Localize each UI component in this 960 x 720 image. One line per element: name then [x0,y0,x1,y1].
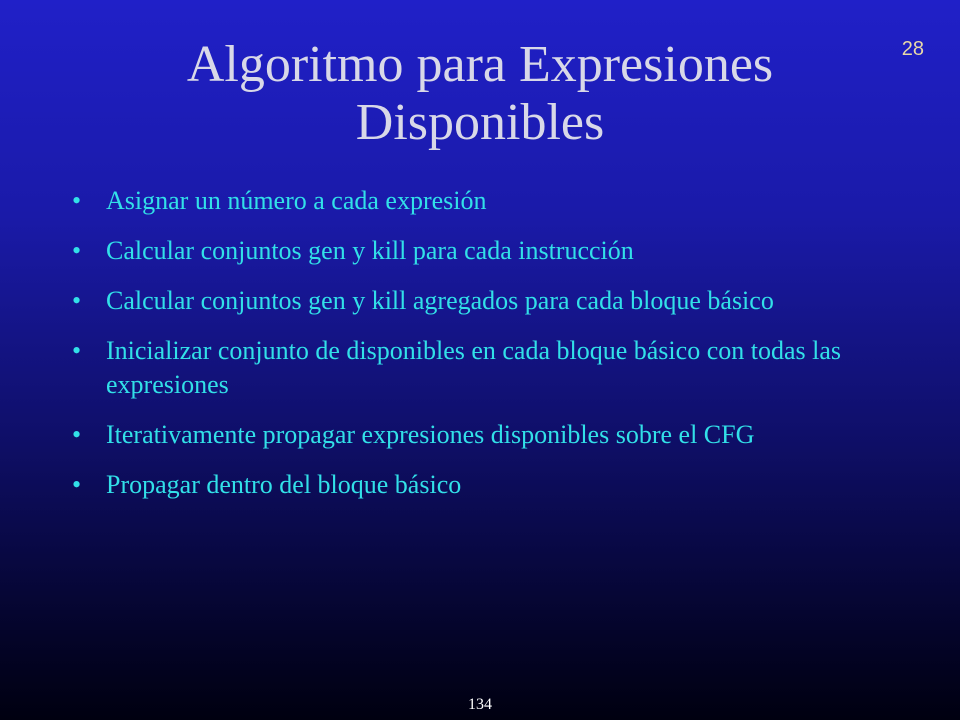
slide-title-line-1: Algoritmo para Expresiones [186,36,774,93]
bullet-text: Calcular conjuntos gen y kill para cada instrucción [106,236,634,265]
footer-page-number: 134 [468,696,492,713]
bullet-text: Asignar un número a cada expresión [106,186,487,215]
bullet-item [72,184,892,218]
slide-title-line-2: Disponibles [355,94,605,151]
bullet-text: Inicializar conjunto de disponibles en cada bloque básico con todas las expresiones [106,336,841,399]
bullet-dot-icon: • [72,420,82,449]
bullet-dot-icon: • [72,336,82,365]
bullet-text: Propagar dentro del bloque básico [106,470,462,499]
slide-title [80,36,880,152]
bullet-item [72,284,892,318]
slide-number: 28 [901,38,924,60]
bullet-list [72,184,892,518]
bullet-item [72,418,892,452]
bullet-text: Iterativamente propagar expresiones disponibles sobre el CFG [106,420,755,449]
bullet-item [72,468,892,502]
bullet-dot-icon: • [72,236,82,265]
bullet-dot-icon: • [72,286,82,315]
bullet-text: Calcular conjuntos gen y kill agregados para cada bloque básico [106,286,774,315]
bullet-dot-icon: • [72,186,82,215]
bullet-dot-icon: • [72,470,82,499]
bullet-item [72,334,892,402]
bullet-item [72,234,892,268]
